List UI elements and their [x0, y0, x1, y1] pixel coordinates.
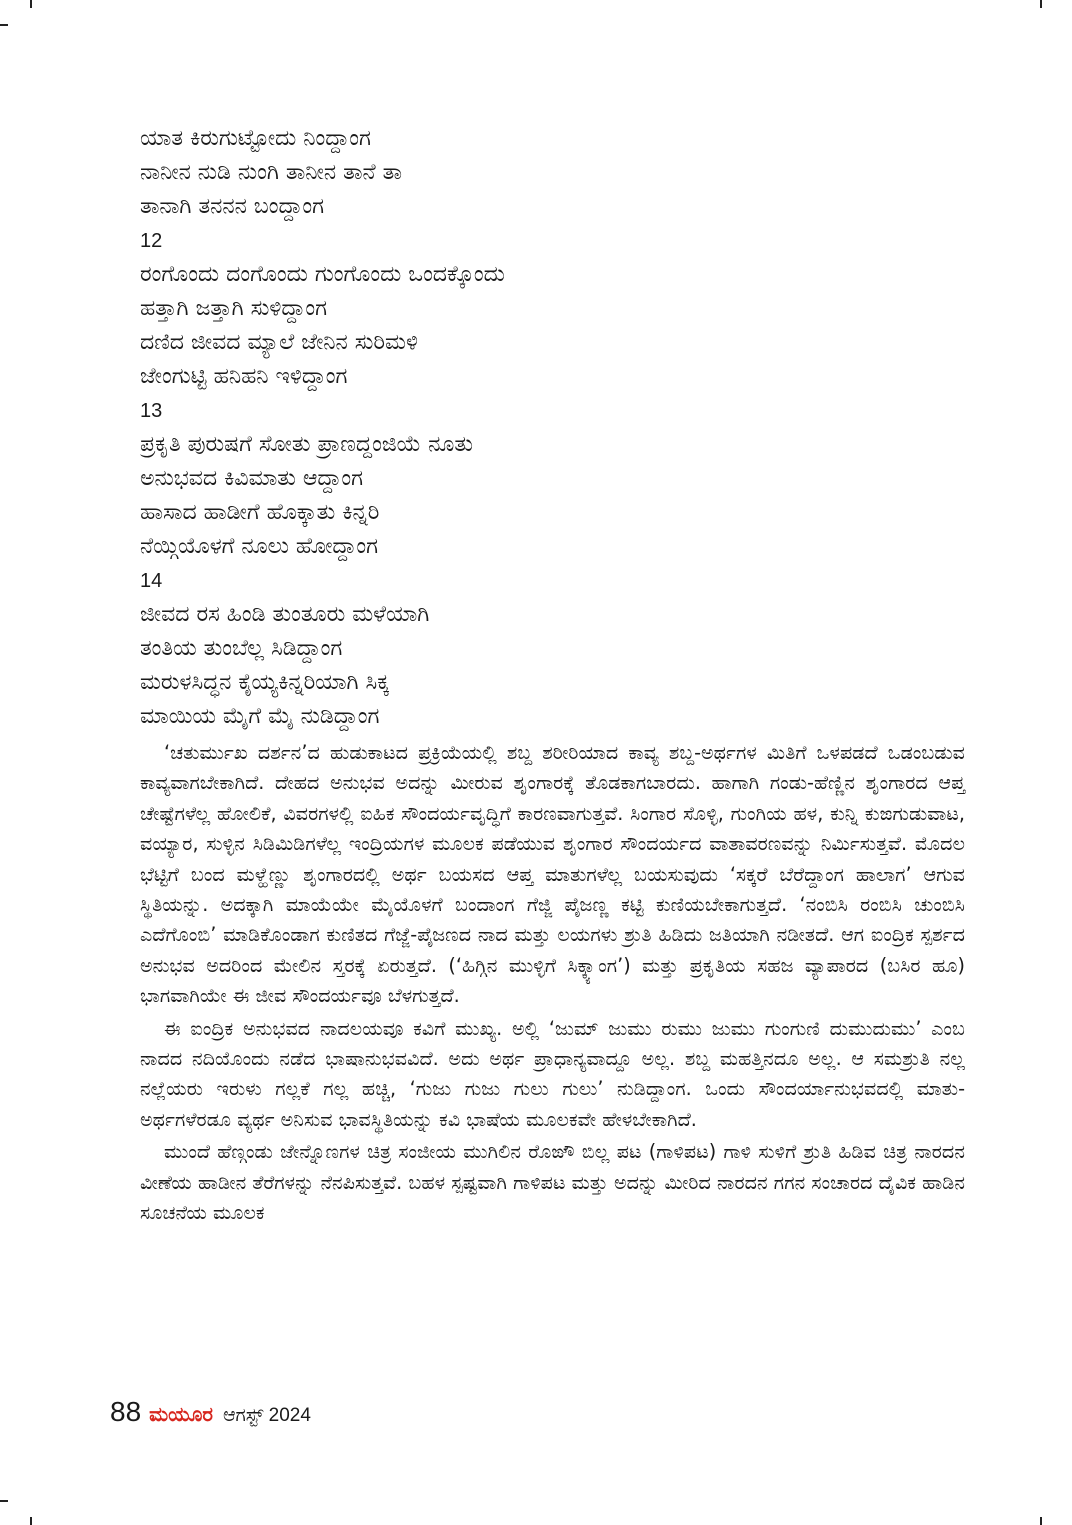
poem-line: ಜೀವದ ರಸ ಹಿಂಡಿ ತುಂತೂರು ಮಳೆಯಾಗಿ [140, 602, 430, 627]
magazine-logo: ಮಯೂರ [149, 1402, 213, 1426]
poem-line: ಪ್ರಕೃತಿ ಪುರುಷಗೆ ಸೋತು ಪ್ರಾಣದ್ದಂಜಿಯೆ ನೂತು [140, 432, 474, 457]
poem-line: ನಾನೀನ ನುಡಿ ನುಂಗಿ ತಾನೀನ ತಾನೆ ತಾ [140, 160, 403, 185]
stanza-number: 12 [140, 230, 163, 252]
issue-date: ಆಗಸ್ಟ್ 2024 [222, 1405, 311, 1426]
crop-mark-top-right [1040, 0, 1042, 8]
stanza-number: 14 [140, 570, 163, 592]
crop-mark-bottom-left [30, 1517, 32, 1525]
poem-block [140, 122, 980, 734]
poem-line: ಮಾಯಿಯ ಮೈಗೆ ಮೈ ನುಡಿದ್ದಾಂಗ [140, 704, 380, 729]
page-footer [110, 1396, 311, 1432]
crop-mark-top-left [30, 0, 32, 8]
prose-paragraph: ‘ಚತುರ್ಮುಖ ದರ್ಶನ’ದ ಹುಡುಕಾಟದ ಪ್ರಕ್ರಿಯೆಯಲ್ಲಿ ಶಬ್ದ ಶರೀರಿಯಾದ ಕಾವ್ಯ ಶಬ್ದ-ಅರ್ಥಗಳ ಮಿತಿಗೆ ಒಳಪಡದೆ ಒಡಂಬಡುವ ಕಾವ್ಯವಾಗಬೇಕಾಗಿದೆ. ದೇಹದ ಅನುಭವ ಅದನ್ನು ಮೀರುವ ಶೃಂಗಾರಕ್ಕೆ ತೊಡಕಾಗಬಾರದು. ಹಾಗಾಗಿ ಗಂಡು-ಹೆಣ್ಣಿನ ಶೃಂಗಾರದ ಆಪ್ತ ಚೇಷ್ಟೆಗಳೆಲ್ಲ ಹೋಲಿಕೆ, ವಿವರಗಳಲ್ಲಿ ಐಹಿಕ ಸೌಂದರ್ಯವೃದ್ಧಿಗೆ ಕಾರಣವಾಗುತ್ತವೆ. ಸಿಂಗಾರ ಸೊಳ್ಳಿ, ಗುಂಗಿಯ ಹಳ, ಕುನ್ನಿ ಕುಙಗುಡುವಾಟ, ವಯ್ಯಾರ, ಸುಳ್ಳಿನ ಸಿಡಿಮಿಡಿಗಳೆಲ್ಲ ಇಂದ್ರಿಯಗಳ ಮೂಲಕ ಪಡೆಯುವ ಶೃಂಗಾರ ಸೌಂದರ್ಯದ ವಾತಾವರಣವನ್ನು ನಿರ್ಮಿಸುತ್ತವೆ. ಮೊದಲ ಭೆಟ್ಟಿಗೆ ಬಂದ ಮಳ್ಹೆಣ್ಣು ಶೃಂಗಾರದಲ್ಲಿ ಅರ್ಥ ಬಯಸದ ಆಪ್ತ ಮಾತುಗಳೆಲ್ಲ ಬಯಸುವುದು ‘ಸಕ್ಕರೆ ಬೆರೆದ್ದಾಂಗ ಹಾಲಾಗ’ ಆಗುವ ಸ್ಥಿತಿಯನ್ನು. ಅದಕ್ಕಾಗಿ ಮಾಯೆಯೇ ಮೈಯೊಳಗೆ ಬಂದಾಂಗ ಗೆಜ್ಜಿ ಪೈಜಣ್ಣ ಕಟ್ಟಿ ಕುಣಿಯಬೇಕಾಗುತ್ತದೆ. ‘ನಂಬಿಸಿ ರಂಬಿಸಿ ಚುಂಬಿಸಿ ಎದೆಗೊಂಬಿ’ ಮಾಡಿಕೊಂಡಾಗ ಕುಣಿತದ ಗೆಜ್ಜೆ-ಪೈಜಣದ ನಾದ ಮತ್ತು ಲಯಗಳು ಶ್ರುತಿ ಹಿಡಿದು ಜತಿಯಾಗಿ ನಡೀತದೆ. ಆಗ ಐಂದ್ರಿಕ ಸ್ಪರ್ಶದ ಅನುಭವ ಅದರಿಂದ ಮೇಲಿನ ಸ್ತರಕ್ಕೆ ಏರುತ್ತದೆ. (‘ಹಿಗ್ಗಿನ ಮುಳ್ಳಿಗೆ ಸಿಕ್ಕ್ಯಾಂಗ’) ಮತ್ತು ಪ್ರಕೃತಿಯ ಸಹಜ ವ್ಯಾಪಾರದ (ಬಸಿರ ಹೂ) ಭಾಗವಾಗಿಯೇ ಈ ಜೀವ ಸೌಂದರ್ಯವೂ ಬೆಳಗುತ್ತದೆ. [140, 741, 965, 1008]
crop-mark-bottom-right [1040, 1517, 1042, 1525]
prose-paragraph: ಈ ಐಂದ್ರಿಕ ಅನುಭವದ ನಾದಲಯವೂ ಕವಿಗೆ ಮುಖ್ಯ. ಅಲ್ಲಿ ‘ಜುಮ್ ಜುಮು ರುಮು ಜುಮು ಗುಂಗುಣಿ ದುಮುದುಮು’ ಎಂಬ ನಾದದ ನದಿಯೊಂದು ನಡೆದ ಭಾಷಾನುಭವವಿದೆ. ಅದು ಅರ್ಥ ಪ್ರಾಧಾನ್ಯವಾದ್ದೂ ಅಲ್ಲ. ಶಬ್ದ ಮಹತ್ತಿನದೂ ಅಲ್ಲ. ಆ ಸಮಶ್ರುತಿ ನಲ್ಲ ನಲ್ಲೆಯರು ಇರುಳು ಗಲ್ಲಕೆ ಗಲ್ಲ ಹಚ್ಚಿ, ‘ಗುಜು ಗುಜು ಗುಲು ಗುಲು’ ನುಡಿದ್ದಾಂಗ. ಒಂದು ಸೌಂದರ್ಯಾನುಭವದಲ್ಲಿ ಮಾತು-ಅರ್ಥಗಳೆರಡೂ ವ್ಯರ್ಥ ಅನಿಸುವ ಭಾವಸ್ಥಿತಿಯನ್ನು ಕವಿ ಭಾಷೆಯ ಮೂಲಕವೇ ಹೇಳಬೇಕಾಗಿದೆ. [140, 1016, 965, 1131]
poem-line: ತಂತಿಯ ತುಂಬೆಲ್ಲ ಸಿಡಿದ್ದಾಂಗ [140, 636, 343, 661]
poem-line: ಮರುಳಸಿದ್ಧನ ಕೈಯ್ಯಕಿನ್ನರಿಯಾಗಿ ಸಿಕ್ಕ [140, 670, 390, 695]
poem-line: ಜೇಂಗುಟ್ಟಿ ಹನಿಹನಿ ಇಳಿದ್ದಾಂಗ [140, 364, 348, 389]
stanza-number: 13 [140, 400, 163, 422]
poem-line: ನೆಯ್ಗಿಯೊಳಗೆ ನೂಲು ಹೋದ್ದಾಂಗ [140, 534, 379, 559]
poem-line: ಯಾತ ಕಿರುಗುಟ್ಟೋದು ನಿಂದ್ದಾಂಗ [140, 126, 371, 151]
poem-line: ತಾನಾಗಿ ತನನನ ಬಂದ್ದಾಂಗ [140, 194, 325, 219]
poem-line: ಹತ್ತಾಗಿ ಜತ್ತಾಗಿ ಸುಳಿದ್ದಾಂಗ [140, 296, 327, 321]
poem-line: ಹಾಸಾದ ಹಾಡೀಗೆ ಹೊಕ್ಕಾತು ಕಿನ್ನರಿ [140, 500, 380, 525]
crop-mark-left-top [0, 24, 8, 26]
page-number: 88 [110, 1396, 142, 1427]
poem-line: ರಂಗೊಂದು ದಂಗೊಂದು ಗುಂಗೊಂದು ಒಂದಕ್ಕೊಂದು [140, 262, 505, 287]
poem-line: ಅನುಭವದ ಕಿವಿಮಾತು ಆದ್ದಾಂಗ [140, 466, 364, 491]
poem-line: ದಣಿದ ಜೀವದ ಮ್ಯಾಲೆ ಜೇನಿನ ಸುರಿಮಳಿ [140, 330, 418, 355]
crop-mark-left-bottom [0, 1500, 8, 1502]
prose-paragraph: ಮುಂದೆ ಹೆಣ್ಗಂಡು ಜೇನ್ನೊಣಗಳ ಚಿತ್ರ ಸಂಜೀಯ ಮುಗಿಲಿನ ರೊಙೌ ಬಿಲ್ಲ ಪಟ (ಗಾಳಿಪಟ) ಗಾಳಿ ಸುಳಿಗೆ ಶ್ರುತಿ ಹಿಡಿವ ಚಿತ್ರ ನಾರದನ ವೀಣೆಯ ಹಾಡೀನ ತೆರೆಗಳನ್ನು ನೆನಪಿಸುತ್ತವೆ. ಬಹಳ ಸ್ಪಷ್ಟವಾಗಿ ಗಾಳಿಪಟ ಮತ್ತು ಅದನ್ನು ಮೀರಿದ ನಾರದನ ಗಗನ ಸಂಚಾರದ ದೈವಿಕ ಹಾಡಿನ ಸೂಚನೆಯ ಮೂಲಕ [140, 1140, 965, 1225]
prose-block [140, 738, 965, 1229]
